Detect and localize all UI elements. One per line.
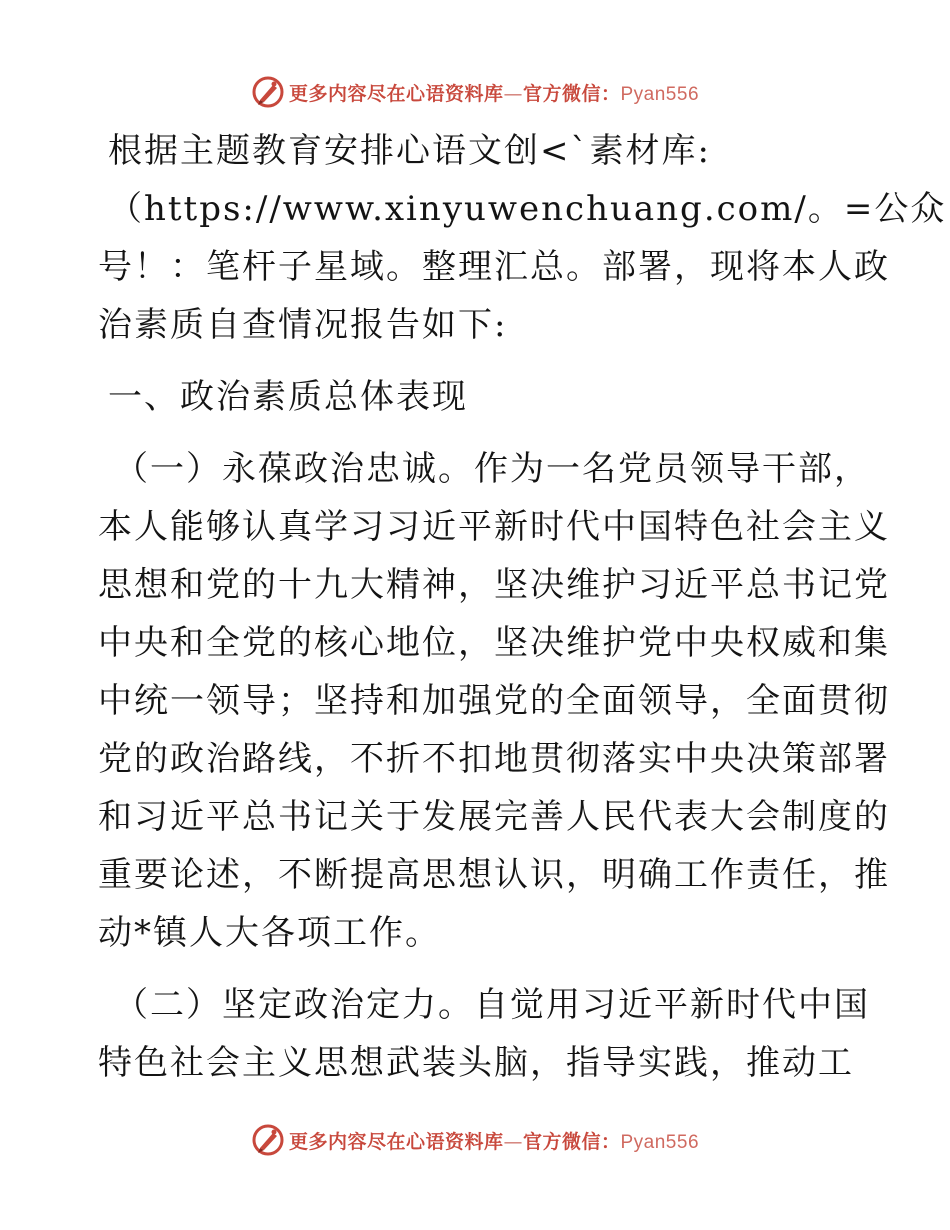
section-paragraph-2 [98, 976, 870, 1092]
text-line: 动*镇人大各项工作。 [98, 913, 441, 953]
section-paragraph-1 [98, 440, 890, 962]
text-line: （一）永葆政治忠诚。作为一名党员领导干部， [114, 449, 870, 489]
heading-line: 一、政治素质总体表现 [108, 377, 468, 417]
text-line: 党的政治路线，不折不扣地贯彻落实中央决策部署 [98, 739, 890, 779]
watermark-wechat-id: Pyan556 [620, 83, 700, 105]
text-line: 治素质自查情况报告如下: [98, 305, 508, 345]
text-line: 本人能够认真学习习近平新时代中国特色社会主义 [98, 507, 890, 547]
text-line: 重要论述，不断提高思想认识，明确工作责任，推 [98, 855, 890, 895]
watermark-wechat-id: Pyan556 [620, 1131, 700, 1153]
intro-paragraph [98, 122, 947, 354]
text-line: （https://www.xinyuwenchuang.com/。=公众 [108, 189, 947, 229]
watermark-dash: — [503, 82, 523, 105]
pen-logo-icon [251, 75, 285, 109]
watermark-main: 更多内容尽在心语资料库 [288, 1130, 504, 1153]
watermark-wechat-label: 官方微信： [522, 82, 621, 105]
text-line: 特色社会主义思想武装头脑，指导实践，推动工 [98, 1043, 854, 1083]
watermark-dash: — [503, 1130, 523, 1153]
pen-logo-icon [251, 1123, 285, 1157]
text-line: 思想和党的十九大精神，坚决维护习近平总书记党 [98, 565, 890, 605]
text-line: 根据主题教育安排心语文创<`素材库: [108, 131, 711, 171]
header-watermark [0, 72, 950, 112]
text-line: （二）坚定政治定力。自觉用习近平新时代中国 [114, 985, 870, 1025]
watermark-wechat-label: 官方微信： [522, 1130, 621, 1153]
text-line: 中统一领导；坚持和加强党的全面领导，全面贯彻 [98, 681, 890, 721]
text-line: 号！：笔杆子星域。整理汇总。部署，现将本人政 [98, 247, 890, 287]
section-heading [98, 368, 858, 426]
watermark-text [289, 79, 699, 106]
watermark-main: 更多内容尽在心语资料库 [288, 82, 504, 105]
watermark-text [289, 1127, 699, 1154]
text-line: 中央和全党的核心地位，坚决维护党中央权威和集 [98, 623, 890, 663]
text-line: 和习近平总书记关于发展完善人民代表大会制度的 [98, 797, 890, 837]
document-body [98, 122, 947, 1092]
footer-watermark [0, 1120, 950, 1160]
